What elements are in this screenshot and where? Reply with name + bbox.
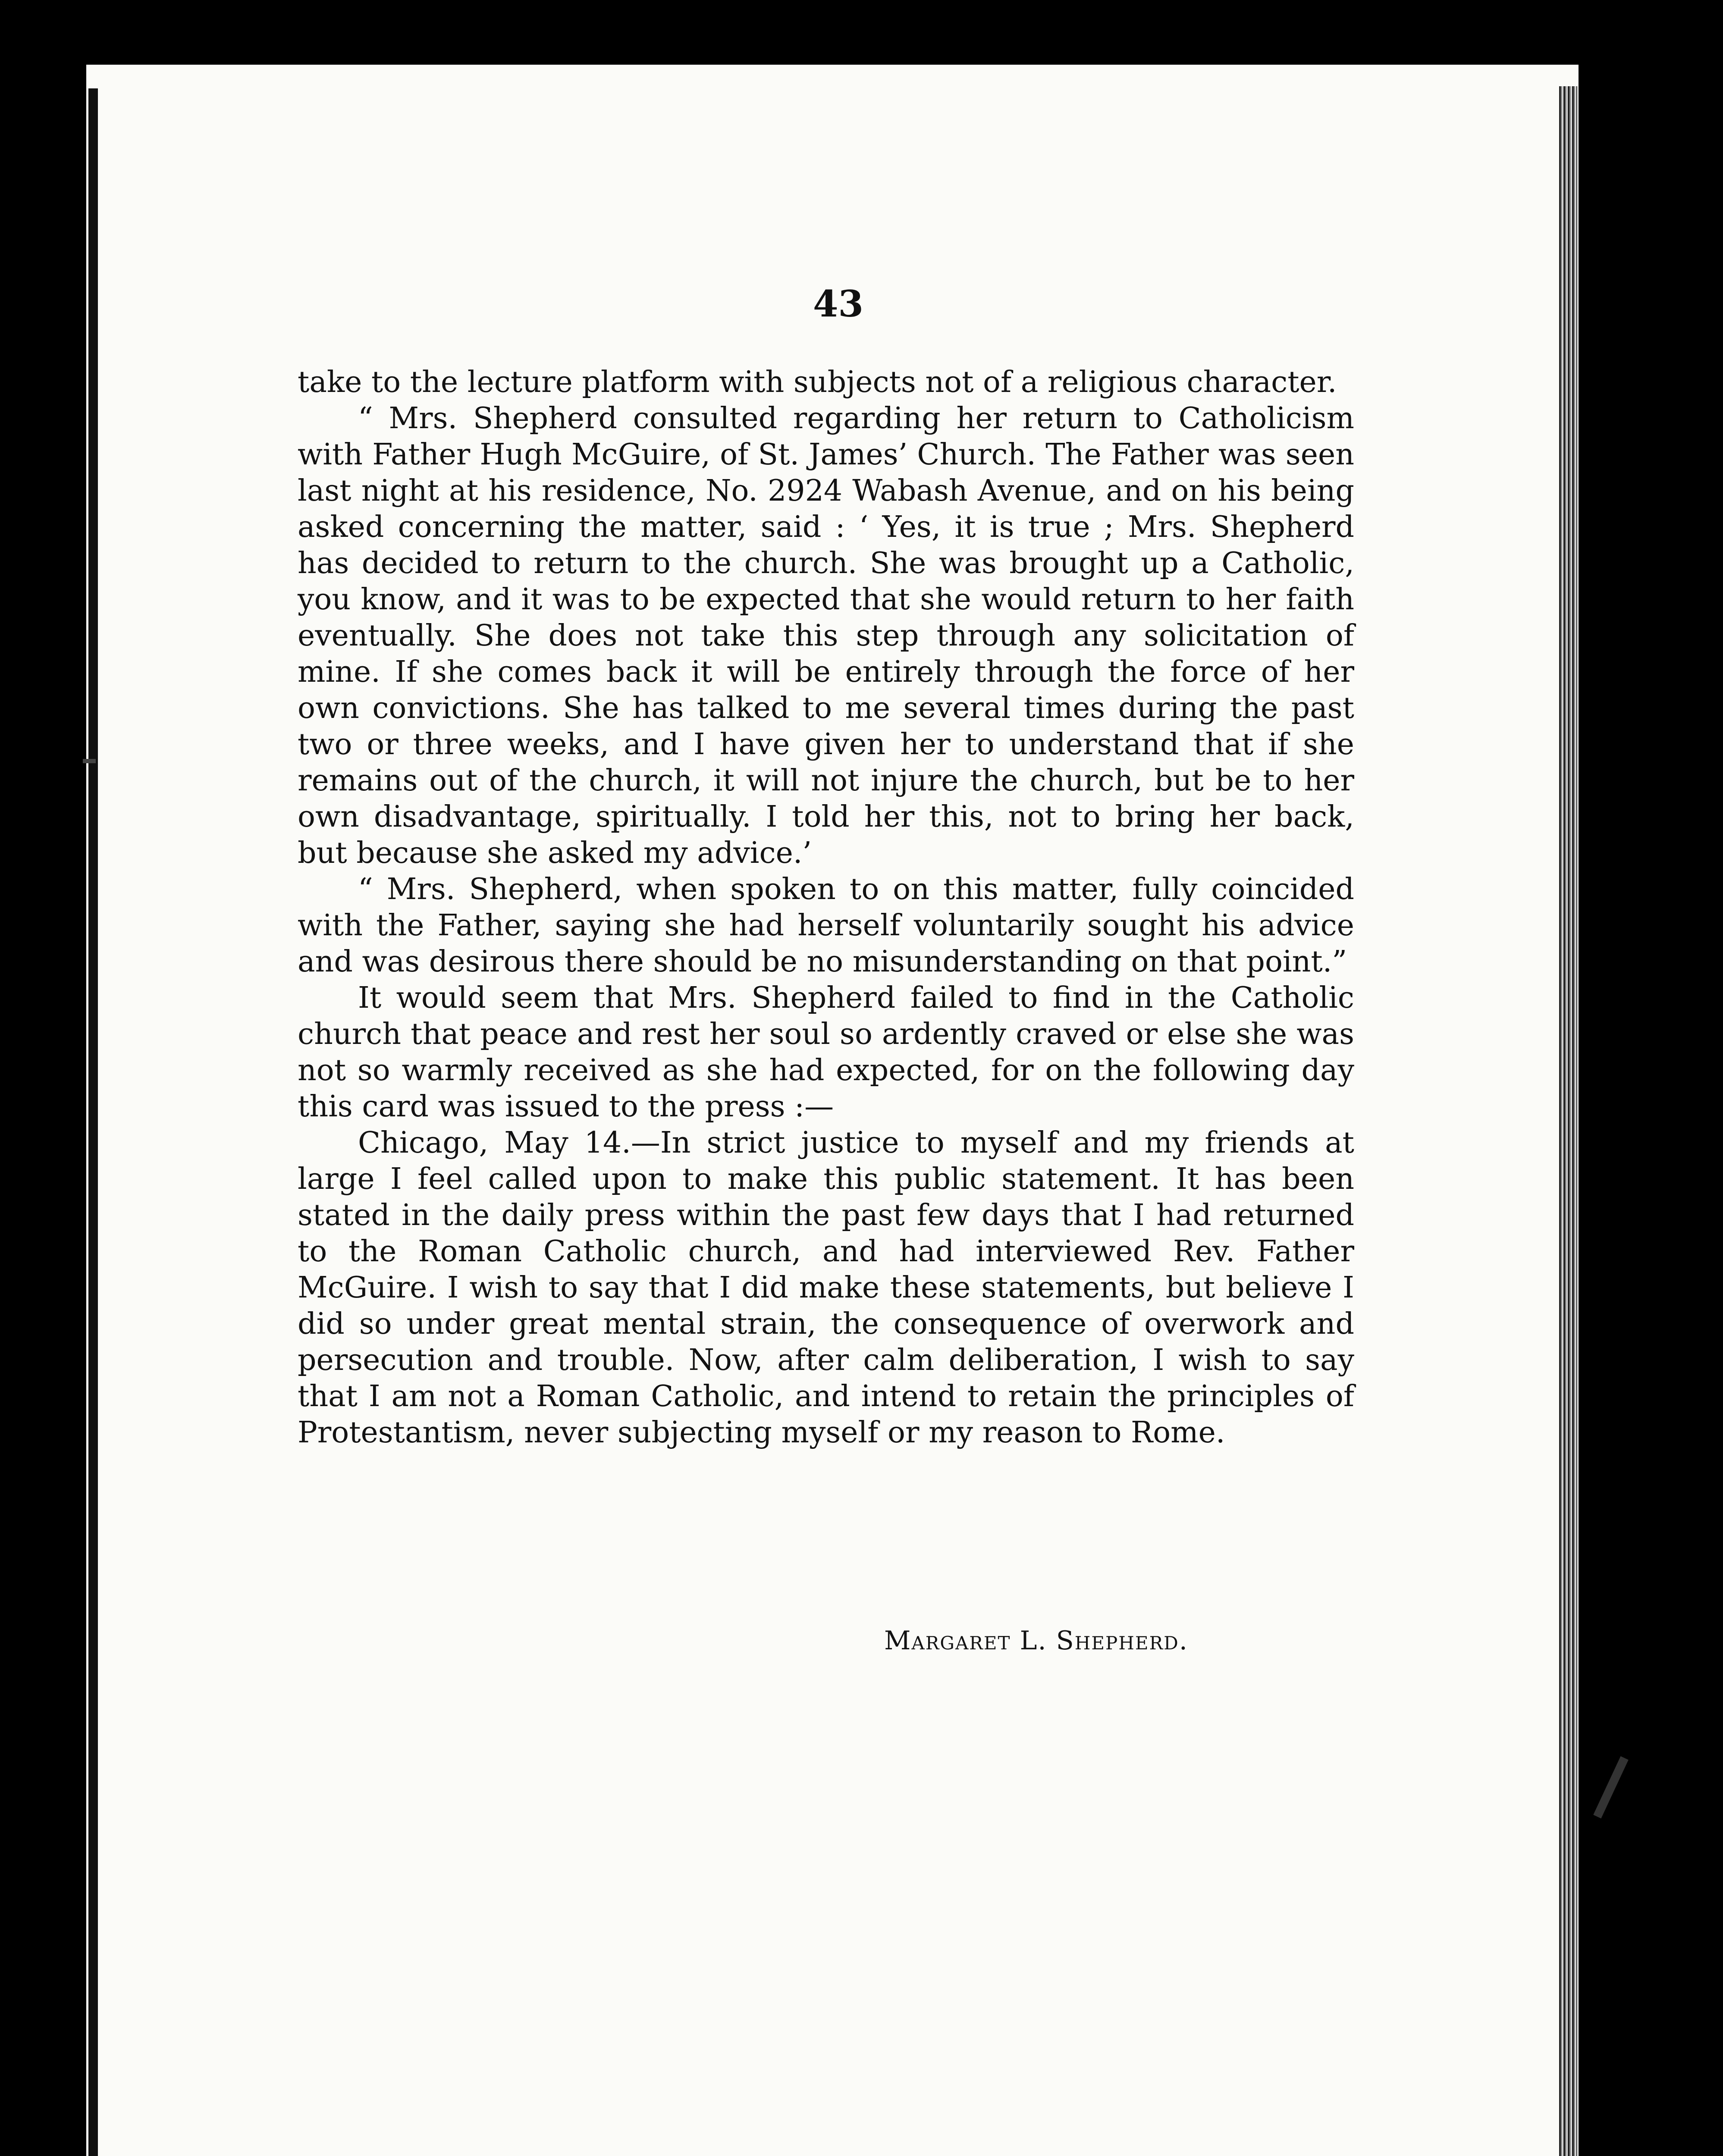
paragraph: take to the lecture platform with subjects not of a religious character. bbox=[298, 365, 1337, 399]
page-number: 43 bbox=[813, 282, 863, 325]
scan-mark bbox=[1593, 1756, 1629, 1818]
paragraph: It would seem that Mrs. Shepherd failed to find in the Catholic church that peace and rest her soul so ardently craved or else she was not so warmly received as she had expected, for on the following day this card was issued to the press :— bbox=[298, 981, 1354, 1124]
body-text bbox=[298, 364, 1354, 1451]
binding-edge-left bbox=[88, 88, 98, 2156]
scan-mark bbox=[83, 759, 96, 763]
signature: Margaret L. Shepherd. bbox=[884, 1626, 1188, 1656]
binding-edge-right bbox=[1559, 86, 1577, 2156]
paragraph: Chicago, May 14.—In strict justice to myself and my friends at large I feel called upon to make this public statement. It has been stated in the daily press within the past few days that I had returned to the Roman Catholic church, and had interviewed Rev. Father McGuire. I wish to say that I did make these statements, but believe I did so under great mental strain, the consequence of overwork and persecution and trouble. Now, after calm deliberation, I wish to say that I am not a Roman Catholic, and intend to retain the principles of Protestantism, never subjecting myself or my reason to Rome. bbox=[298, 1126, 1354, 1450]
paragraph: “ Mrs. Shepherd consulted regarding her return to Catholicism with Father Hugh McGuire, of St. James’ Church. The Father was seen last night at his residence, No. 2924 Wabash Avenue, and on his being asked concerning the matter, said : ‘ Yes, it is true ; Mrs. Shepherd has decided to return to the church. She was brought up a Catholic, you know, and it was to be expected that she would return to her faith eventually. She does not take this step through any solicitation of mine. If she comes back it will be entirely through the force of her own convictions. She has talked to me several times during the past two or three weeks, and I have given her to understand that if she remains out of the church, it will not injure the church, but be to her own disadvantage, spiritually. I told her this, not to bring her back, but because she asked my advice.’ bbox=[298, 401, 1354, 870]
paragraph: “ Mrs. Shepherd, when spoken to on this matter, fully coincided with the Father, saying she had herself voluntarily sought his advice and was desirous there should be no misunderstanding on that point.” bbox=[298, 872, 1354, 979]
